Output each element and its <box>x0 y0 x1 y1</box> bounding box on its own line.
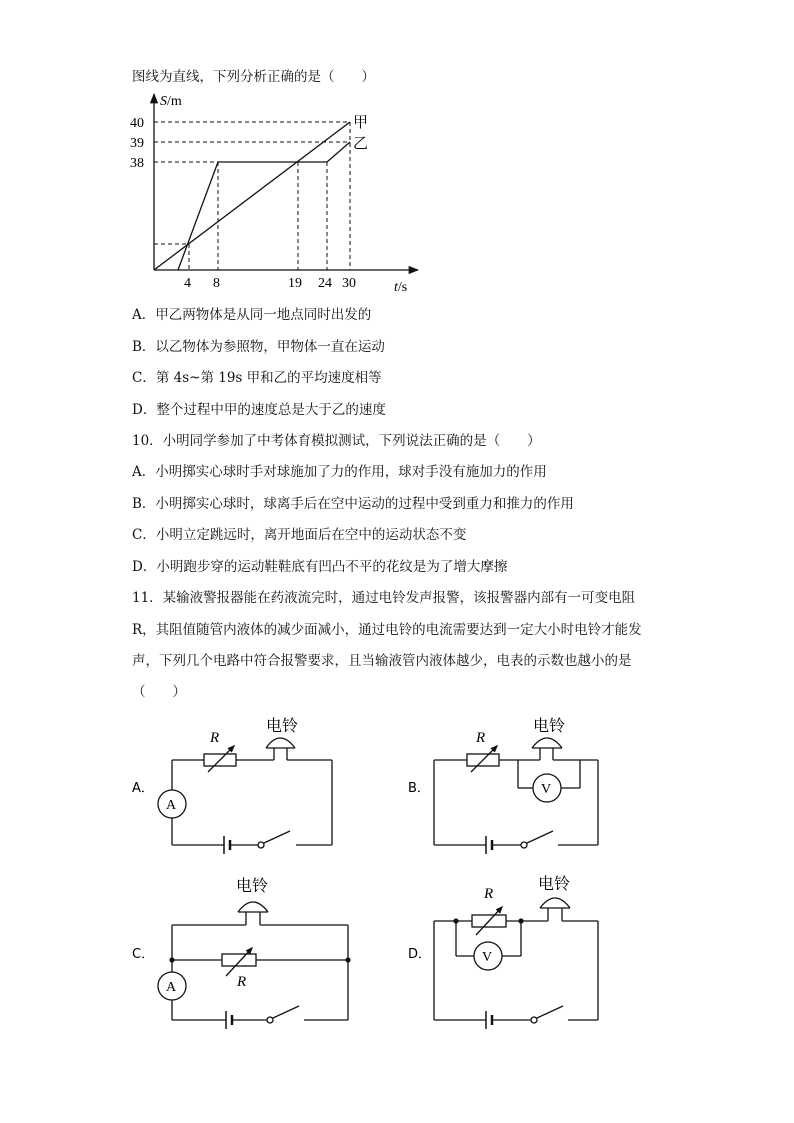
q9-option-a: A．甲乙两物体是从同一地点同时出发的 <box>132 307 372 323</box>
circuit-b-bell <box>532 738 562 748</box>
circuit-c-resistor <box>222 954 256 966</box>
q10-option-a: A．小明掷实心球时手对球施加了力的作用，球对手没有施加力的作用 <box>132 464 547 480</box>
question-9-stem-tail: 图线为直线，下列分析正确的是（ ） <box>132 69 375 85</box>
circuit-b <box>434 738 598 854</box>
q10-option-d: D．小明跑步穿的运动鞋鞋底有凹凸不平的花纹是为了增大摩擦 <box>132 559 508 575</box>
series-label-yi: 乙 <box>353 134 369 152</box>
series-jia-line <box>154 122 350 270</box>
circuit-d-bell <box>540 898 570 908</box>
circuit-d <box>434 898 598 1029</box>
x-tick-4: 4 <box>184 276 191 291</box>
x-axis-label: t/s <box>394 280 408 295</box>
y-axis-label: S/m <box>160 94 182 109</box>
circuit-option-d: D． <box>408 947 432 962</box>
q9-option-b: B．以乙物体为参照物，甲物体一直在运动 <box>132 339 385 355</box>
x-tick-19: 19 <box>288 276 302 291</box>
circuit-a-bell <box>266 738 295 748</box>
q11-stem-line-3: 声，下列几个电路中符合报警要求，且当输液管内液体越少，电表的示数也越小的是 <box>132 653 632 669</box>
y-tick-40: 40 <box>130 116 144 131</box>
y-tick-39: 39 <box>130 136 144 151</box>
circuit-option-c: C． <box>132 947 155 962</box>
q11-stem-line-4: （ ） <box>132 684 186 700</box>
series-label-jia: 甲 <box>353 113 369 131</box>
circuit-c-r-label: R <box>237 974 247 990</box>
circuit-c-bell <box>238 902 268 912</box>
circuit-option-b: B． <box>408 781 430 796</box>
circuit-b-bell-label: 电铃 <box>533 716 566 735</box>
q10-option-b: B．小明掷实心球时，球离手后在空中运动的过程中受到重力和推力的作用 <box>132 496 574 512</box>
circuit-b-r-label: R <box>476 730 486 746</box>
q10-option-c: C．小明立定跳远时，离开地面后在空中的运动状态不变 <box>132 527 467 543</box>
circuit-c-ammeter-symbol: A <box>166 980 177 995</box>
q9-option-d: D．整个过程中甲的速度总是大于乙的速度 <box>132 402 386 418</box>
q9-option-c: C．第 4s~第 19s 甲和乙的平均速度相等 <box>132 370 382 386</box>
circuit-a-bell-label: 电铃 <box>266 716 299 735</box>
x-tick-8: 8 <box>213 276 220 291</box>
circuit-c <box>158 902 348 1029</box>
q11-stem-line-1: 11．某输液警报器能在药液流完时，通过电铃发声报警，该报警器内部有一可变电阻 <box>132 590 636 606</box>
circuit-a <box>158 738 332 854</box>
q11-stem-line-2: R，其阻值随管内液体的减少面减小，通过电铃的电流需要达到一定大小时电铃才能发 <box>132 622 642 638</box>
circuit-d-bell-label: 电铃 <box>538 874 571 893</box>
circuit-c-bell-label: 电铃 <box>236 876 269 895</box>
circuit-a-ammeter-symbol: A <box>166 798 177 813</box>
x-tick-24: 24 <box>318 276 332 291</box>
circuit-a-r-label: R <box>210 730 220 746</box>
circuit-diagrams <box>120 710 660 1040</box>
circuit-d-voltmeter-symbol: V <box>482 950 493 965</box>
x-tick-30: 30 <box>342 276 356 291</box>
series-yi-line <box>178 142 350 270</box>
q10-stem: 10．小明同学参加了中考体育模拟测试，下列说法正确的是（ ） <box>132 433 541 449</box>
y-tick-38: 38 <box>130 156 144 171</box>
distance-time-graph <box>120 88 420 298</box>
circuit-b-voltmeter-symbol: V <box>541 782 552 797</box>
circuit-option-a: A． <box>132 781 154 796</box>
circuit-d-r-label: R <box>484 886 494 902</box>
